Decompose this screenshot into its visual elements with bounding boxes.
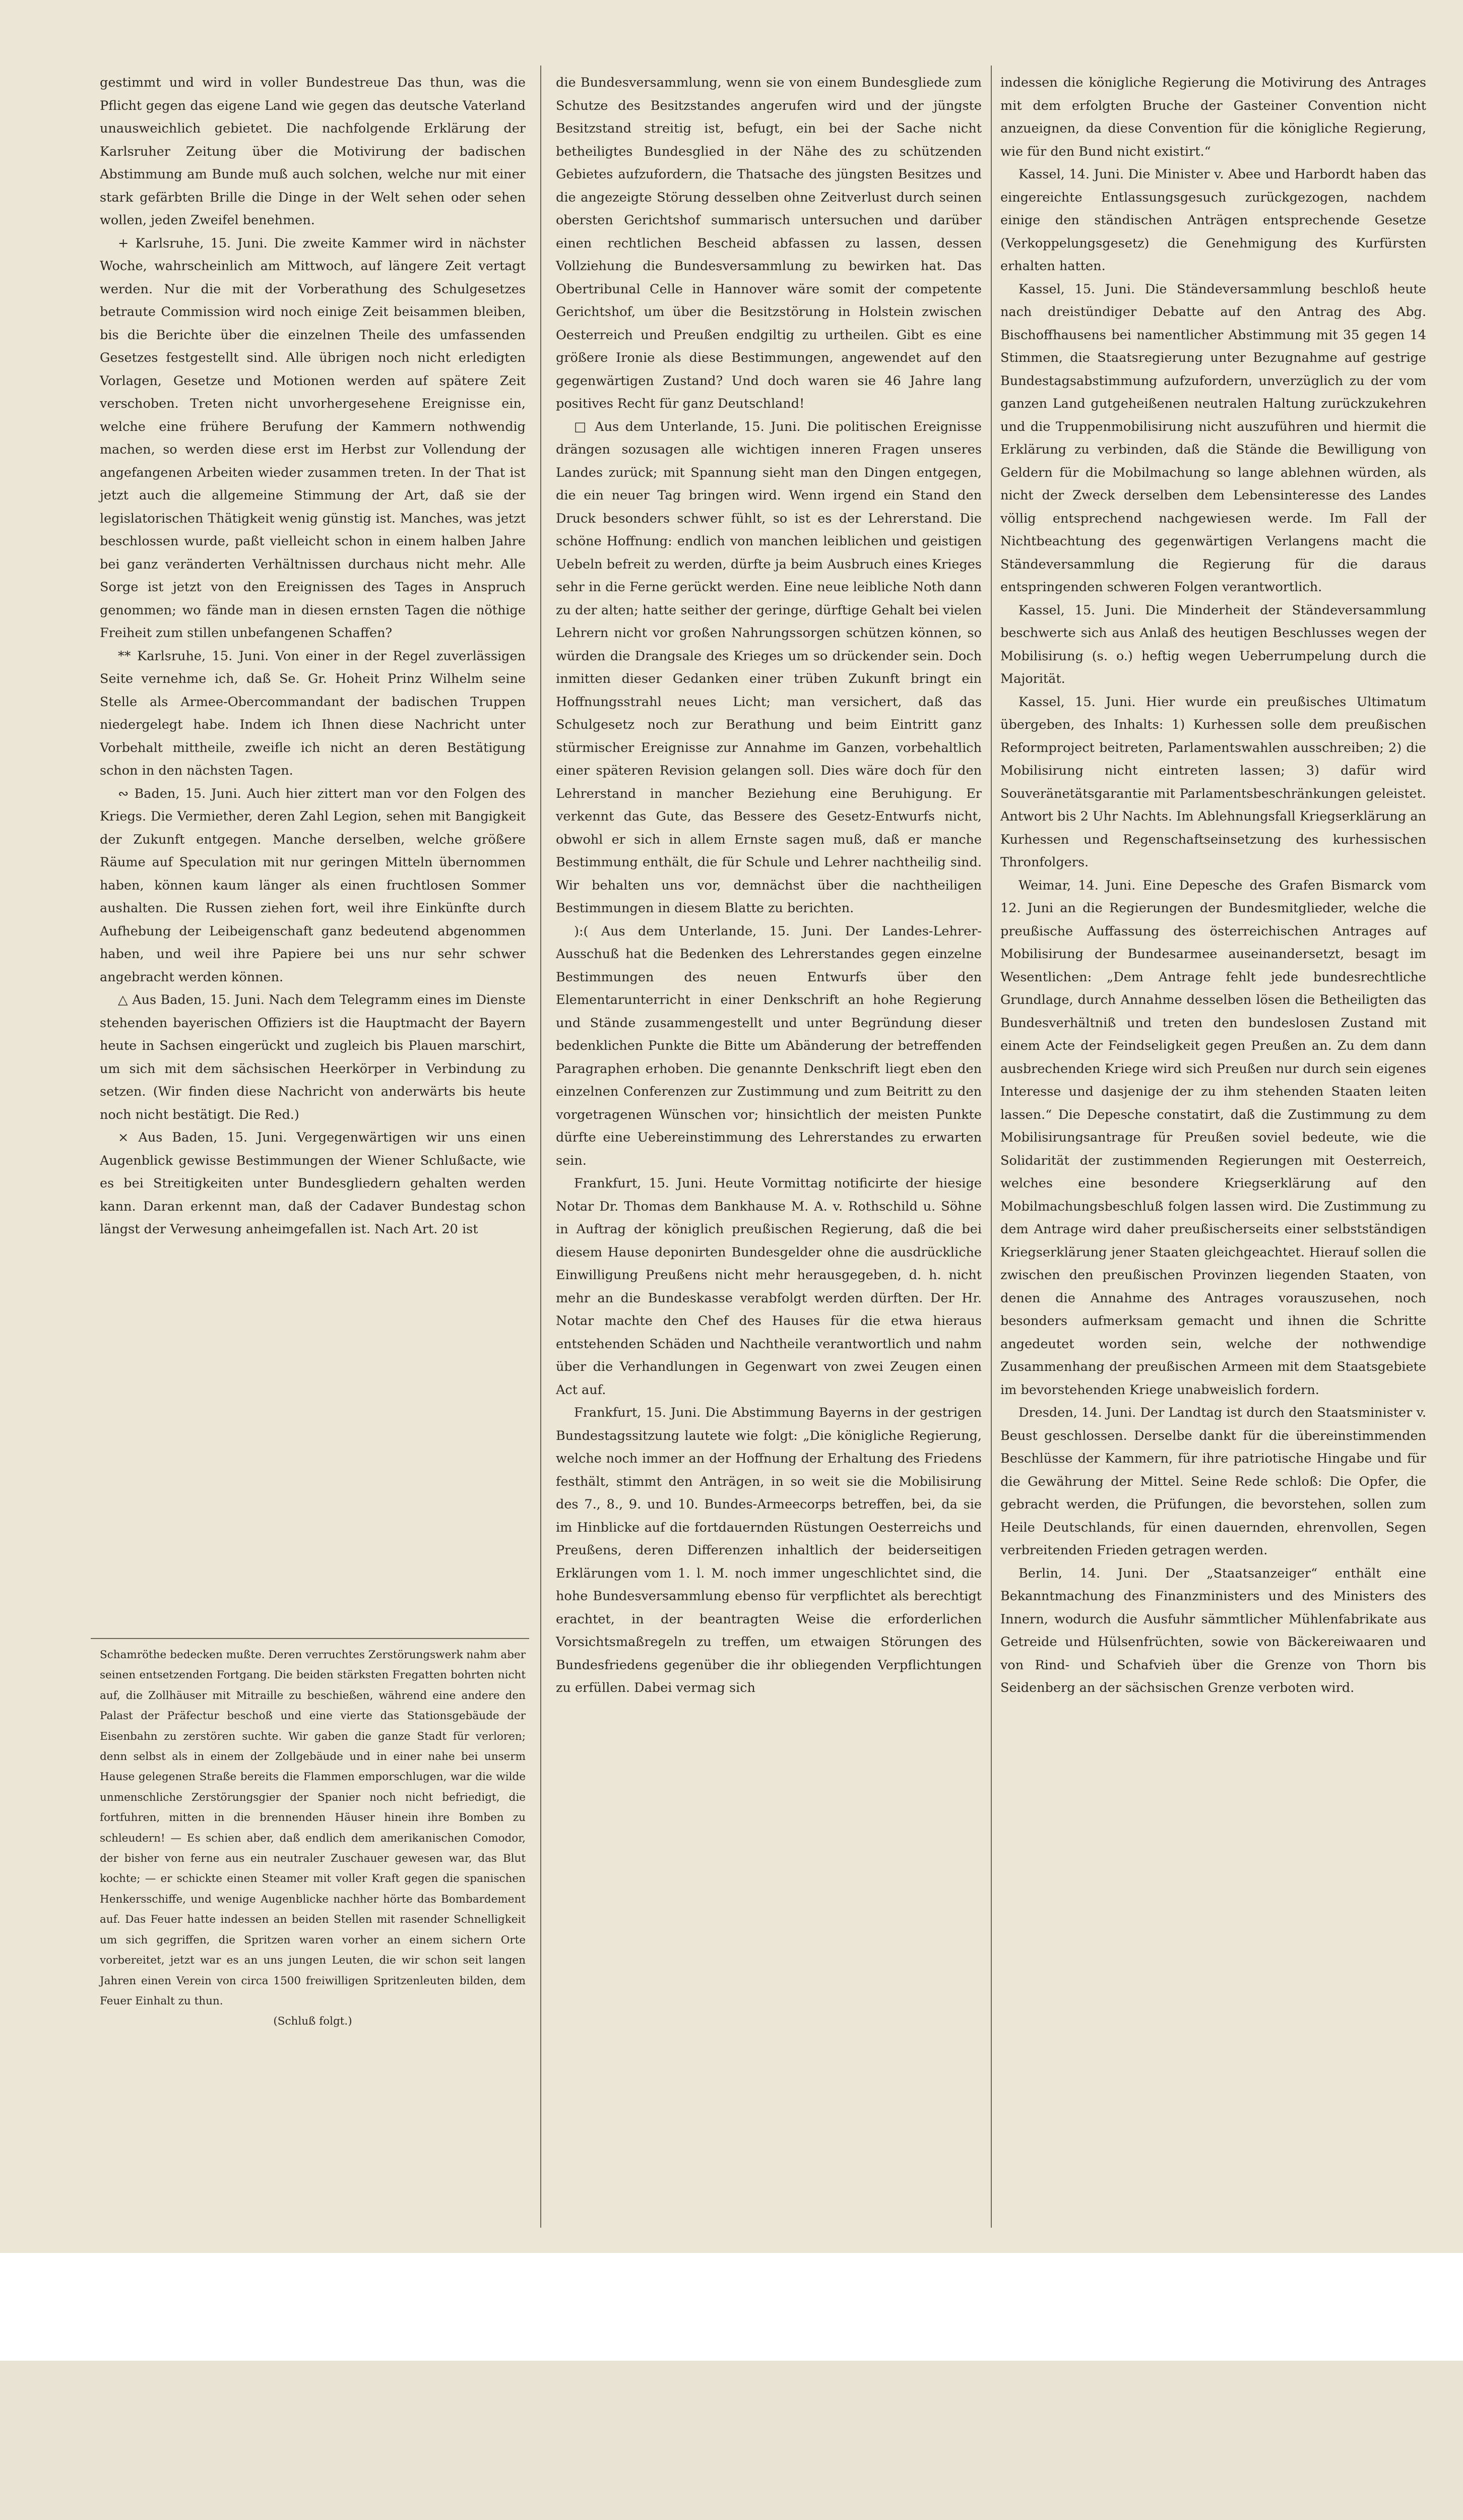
paragraph: Schamröthe bedecken mußte. Deren verruchtes Zerstörungswerk nahm aber seinen entsetzenden Fortgang. Die beiden stärksten Fregatten bohrten nicht auf, die Zollhäuser mit Mitraille zu beschießen, während eine andere den Palast der Präfectur beschoß und eine vierte das Stationsgebäude der Eisenbahn zu zerstören suchte. Wir gaben die ganze Stadt für verloren; denn selbst als in einem der Zollgebäude und in einer nahe bei unserm Hause gelegenen Straße bereits die Flammen emporschlugen, war die wilde unmenschliche Zerstörungsgier der Spanier noch nicht befriedigt, die fortfuhren, mitten in die brennenden Häuser hinein ihre Bomben zu schleudern! — Es schien aber, daß endlich dem amerikanischen Comodor, der bisher von ferne aus ein neutraler Zuschauer gewesen war, das Blut kochte; — er schickte einen Steamer mit voller Kraft gegen die spanischen Henkersschiffe, und wenige Augenblicke nachher hörte das Bombardement auf. Das Feuer hatte indessen an beiden Stellen mit rasender Schnelligkeit um sich gegriffen, die Spritzen waren vorher an einem sichern Orte vorbereitet, jetzt war es an uns jungen Leuten, die wir schon seit langen Jahren einen Verein von circa 1500 freiwilligen Spritzenleuten bilden, dem Feuer Einhalt zu thun. (100, 1649, 526, 2007)
column-3 (1000, 72, 1426, 1700)
paragraph: Kassel, 14. Juni. Die Minister v. Abee und Harbordt haben das eingereichte Entlassungsgesuch zurückgezogen, nachdem einige den ständischen Anträgen entsprechende Gesetze (Verkoppelungsgesetz) die Genehmigung des Kurfürsten erhalten hatten. (1000, 167, 1426, 274)
digitization-footer (0, 2253, 1463, 2361)
paragraph: Frankfurt, 15. Juni. Die Abstimmung Bayerns in der gestrigen Bundestagssitzung lautete wie folgt: „Die königliche Regierung, welche noch immer an der Hoffnung der Erhaltung des Friedens festhält, stimmt den Anträgen, in so weit sie die Mobilisirung des 7., 8., 9. und 10. Bundes-Armeecorps betreffen, bei, da sie im Hinblicke auf die fortdauernden Rüstungen Oesterreichs und Preußens, deren Differenzen inhaltlich der beiderseitigen Erklärungen vom 1. l. M. noch immer ungeschlichtet sind, die hohe Bundesversammlung ebenso für verpflichtet als berechtigt erachtet, in der beantragten Weise die erforderlichen Vorsichtsmaßregeln zu treffen, um etwaigen Störungen des Bundesfriedens gegenüber die ihr obliegenden Verpflichtungen zu erfüllen. Dabei vermag sich (556, 1405, 982, 1695)
column-divider (991, 66, 992, 2228)
paragraph: Berlin, 14. Juni. Der „Staatsanzeiger“ enthält eine Bekanntmachung des Finanzministers und des Ministers des Innern, wodurch die Ausfuhr sämmtlicher Mühlenfabrikate aus Getreide und Hülsenfrüchten, sowie von Bäckereiwaaren und von Rind- und Schafvieh über die Grenze von Thorn bis Seidenberg an der sächsischen Grenze verboten wird. (1000, 1565, 1426, 1695)
feuilleton-divider (91, 1638, 529, 1639)
column-divider (540, 66, 541, 2228)
paragraph: ∾ Baden, 15. Juni. Auch hier zittert man vor den Folgen des Kriegs. Die Vermiether, deren Zahl Legion, sehen mit Bangigkeit der Zukunft entgegen. Manche derselben, welche größere Räume auf Speculation mit nur geringen Mitteln übernommen haben, können kaum länger als einen fruchtlosen Sommer aushalten. Die Russen ziehen fort, weil ihre Einkünfte durch Aufhebung der Leibeigenschaft ganz bedeutend abgenommen haben, und weil ihre Papiere bei uns nur sehr schwer angebracht werden können. (100, 786, 526, 985)
paragraph: + Karlsruhe, 15. Juni. Die zweite Kammer wird in nächster Woche, wahrscheinlich am Mittwoch, auf längere Zeit vertagt werden. Nur die mit der Vorberathung des Schulgesetzes betraute Commission wird noch einige Zeit beisammen bleiben, bis die Berichte über die einzelnen Theile des umfassenden Gesetzes festgestellt sind. Alle übrigen noch nicht erledigten Vorlagen, Gesetze und Motionen werden auf spätere Zeit verschoben. Treten nicht unvorhergesehene Ereignisse ein, welche eine frühere Berufung der Kammern nothwendig machen, so werden diese erst im Herbst zur Vollendung der angefangenen Arbeiten wieder zusammen treten. In der That ist jetzt auch die allgemeine Stimmung der Art, daß sie der legislatorischen Thätigkeit wenig günstig ist. Manches, was jetzt beschlossen wurde, paßt vielleicht schon in einem halben Jahre bei ganz veränderten Verhältnissen durchaus nicht mehr. Alle Sorge ist jetzt von den Ereignissen des Tages in Anspruch genommen; wo fände man in diesen ernsten Tagen die nöthige Freiheit zum stillen unbefangenen Schaffen? (100, 235, 526, 641)
column-2 (556, 72, 982, 1700)
paragraph: Frankfurt, 15. Juni. Heute Vormittag notificirte der hiesige Notar Dr. Thomas dem Bankhause M. A. v. Rothschild u. Söhne in Auftrag der königlich preußischen Regierung, daß die bei diesem Hause deponirten Bundesgelder ohne die ausdrückliche Einwilligung Preußens nicht mehr herausgegeben, d. h. nicht mehr an die Bundeskasse verabfolgt werden dürften. Der Hr. Notar machte den Chef des Hauses für die etwa hieraus entstehenden Schäden und Nachtheile verantwortlich und nahm über die Verhandlungen in Gegenwart von zwei Zeugen einen Act auf. (556, 1176, 982, 1398)
paragraph: Kassel, 15. Juni. Hier wurde ein preußisches Ultimatum übergeben, des Inhalts: 1) Kurhessen solle dem preußischen Reformproject beitreten, Parlamentswahlen ausschreiben; 2) die Mobilisirung nicht eintreten lassen; 3) dafür wird Souveränetätsgarantie mit Parlamentsbeschränkungen geleistet. Antwort bis 2 Uhr Nachts. Im Ablehnungsfall Kriegserklärung an Kurhessen und Regenschaftseinsetzung des kurhessischen Thronfolgers. (1000, 694, 1426, 870)
continuation-note: (Schluß folgt.) (273, 2015, 352, 2028)
paragraph: ** Karlsruhe, 15. Juni. Von einer in der Regel zuverlässigen Seite vernehme ich, daß Se. Gr. Hoheit Prinz Wilhelm seine Stelle als Armee-Obercommandant der badischen Truppen niedergelegt habe. Indem ich Ihnen diese Nachricht unter Vorbehalt mittheile, zweifle ich nicht an deren Bestätigung schon in den nächsten Tagen. (100, 648, 526, 778)
column-1 (100, 72, 526, 1241)
paragraph: Weimar, 14. Juni. Eine Depesche des Grafen Bismarck vom 12. Juni an die Regierungen der Bundesmitglieder, welche die preußische Auffassung des österreichischen Antrages auf Mobilisirung der Bundesarmee auseinandersetzt, besagt im Wesentlichen: „Dem Antrage fehlt jede bundesrechtliche Grundlage, durch Annahme desselben lösen die Betheiligten das Bundesverhältniß und treten den bundeslosen Zustand mit einem Acte der Feindseligkeit gegen Preußen an. Zu dem dann ausbrechenden Kriege wird sich Preußen nur durch sein eigenes Interesse und dasjenige der zu ihm stehenden Staaten leiten lassen.“ Die Depesche constatirt, daß die Zustimmung zu dem Mobilisirungsantrage für Preußen soviel bedeute, wie die Solidarität der zustimmenden Regierungen mit Oesterreich, welches eine besondere Kriegserklärung auf den Mobilmachungsbeschluß folgen lassen wird. Die Zustimmung zu dem Antrage wird daher preußischerseits einer selbstständigen Kriegserklärung jener Staaten gleichgeachtet. Hierauf sollen die zwischen den preußischen Provinzen liegenden Staaten, von denen die Annahme des Antrages vorauszusehen, noch besonders aufmerksam gemacht und ihnen die Schritte angedeutet worden sein, welche der nothwendige Zusammenhang der preußischen Armeen mit dem Staatsgebiete im bevorstehenden Kriege unabweislich fordern. (1000, 877, 1426, 1398)
paragraph: Kassel, 15. Juni. Die Minderheit der Ständeversammlung beschwerte sich aus Anlaß des heutigen Beschlusses wegen der Mobilisirung (s. o.) heftig wegen Ueberrumpelung durch die Majorität. (1000, 602, 1426, 686)
paragraph: gestimmt und wird in voller Bundestreue Das thun, was die Pflicht gegen das eigene Land wie gegen das deutsche Vaterland unausweichlich gebietet. Die nachfolgende Erklärung der Karlsruher Zeitung über die Motivirung der badischen Abstimmung am Bunde muß auch solchen, welche nur mit einer stark gefärbten Brille die Dinge in der Welt sehen oder sehen wollen, jeden Zweifel benehmen. (100, 75, 526, 228)
paragraph: die Bundesversammlung, wenn sie von einem Bundesgliede zum Schutze des Besitzstandes angerufen wird und der jüngste Besitzstand streitig ist, befugt, ein bei der Sache nicht betheiligtes Bundesglied in der Nähe des zu schützenden Gebietes aufzufordern, die Thatsache des jüngsten Besitzes und die angezeigte Störung desselben ohne Zeitverlust durch seinen obersten Gerichtshof summarisch untersuchen und darüber einen rechtlichen Bescheid abfassen zu lassen, dessen Vollziehung die Bundesversammlung zu bewirken hat. Das Obertribunal Celle in Hannover wäre somit der competente Gerichtshof, um über die Besitzstörung in Holstein zwischen Oesterreich und Preußen endgiltig zu urtheilen. Gibt es eine größere Ironie als diese Bestimmungen, angewendet auf den gegenwärtigen Zustand? Und doch waren sie 46 Jahre lang positives Recht für ganz Deutschland! (556, 75, 982, 411)
paragraph: Dresden, 14. Juni. Der Landtag ist durch den Staatsminister v. Beust geschlossen. Derselbe dankt für die übereinstimmenden Beschlüsse der Kammern, für ihre patriotische Hingabe und für die Gewährung der Mittel. Seine Rede schloß: Die Opfer, die gebracht werden, die Prüfungen, die bevorstehen, sollen zum Heile Deutschlands, für einen dauernden, ehrenvollen, Segen verbreitenden Frieden getragen werden. (1000, 1405, 1426, 1558)
paragraph: △ Aus Baden, 15. Juni. Nach dem Telegramm eines im Dienste stehenden bayerischen Offiziers ist die Hauptmacht der Bayern heute in Sachsen eingerückt und zugleich bis Plauen marschirt, um sich mit dem sächsischen Heerkörper in Verbindung zu setzen. (Wir finden diese Nachricht von anderwärts bis heute noch nicht bestätigt. Die Red.) (100, 992, 526, 1122)
paragraph: Kassel, 15. Juni. Die Ständeversammlung beschloß heute nach dreistündiger Debatte auf den Antrag des Abg. Bischoffhausens bei namentlicher Abstimmung mit 35 gegen 14 Stimmen, die Staatsregierung unter Bezugnahme auf gestrige Bundestagsabstimmung aufzufordern, unverzüglich zu der vom ganzen Land gutgeheißenen neutralen Haltung zurückzukehren und die Truppenmobilisirung nicht auszuführen und hiermit die Erklärung zu verbinden, daß die Stände die Bewilligung von Geldern für die Mobilmachung so lange ablehnen würden, als nicht der Zweck derselben dem Lebensinteresse des Landes völlig entsprechend nachgewiesen werde. Im Fall der Nichtbeachtung des gegenwärtigen Verlangens macht die Ständeversammlung die Regierung für die daraus entspringenden schweren Folgen verantwortlich. (1000, 281, 1426, 595)
paragraph: indessen die königliche Regierung die Motivirung des Antrages mit dem erfolgten Bruche der Gasteiner Convention nicht anzueignen, da diese Convention für die königliche Regierung, wie für den Bund nicht existirt.“ (1000, 75, 1426, 159)
feuilleton-column (100, 1645, 526, 2032)
paragraph: ):( Aus dem Unterlande, 15. Juni. Der Landes-Lehrer-Ausschuß hat die Bedenken des Lehrerstandes gegen einzelne Bestimmungen des neuen Entwurfs über den Elementarunterricht in einer Denkschrift an hohe Regierung und Stände zusammengestellt und unter Begründung dieser bedenklichen Punkte die Bitte um Abänderung der betreffenden Paragraphen erhoben. Die genannte Denkschrift liegt eben den einzelnen Conferenzen zur Zustimmung und zum Beitritt zu den vorgetragenen Wünschen vor; hinsichtlich der meisten Punkte dürfte eine Uebereinstimmung des Lehrerstandes zu erwarten sein. (556, 923, 982, 1168)
paragraph: × Aus Baden, 15. Juni. Vergegenwärtigen wir uns einen Augenblick gewisse Bestimmungen der Wiener Schlußacte, wie es bei Streitigkeiten unter Bundesgliedern gehalten werden kann. Daran erkennt man, daß der Cadaver Bundestag schon längst der Verwesung anheimgefallen ist. Nach Art. 20 ist (100, 1130, 526, 1237)
paragraph: □ Aus dem Unterlande, 15. Juni. Die politischen Ereignisse drängen sozusagen alle wichtigen inneren Fragen unseres Landes zurück; mit Spannung sieht man den Dingen entgegen, die ein neuer Tag bringen wird. Wenn irgend ein Stand den Druck besonders schwer fühlt, so ist es der Lehrerstand. Die schöne Hoffnung: endlich von manchen leiblichen und geistigen Uebeln befreit zu werden, dürfte ja beim Ausbruch eines Krieges sehr in die Ferne gerückt werden. Eine neue leibliche Noth dann zu der alten; hatte seither der geringe, dürftige Gehalt bei vielen Lehrern nicht vor großen Nahrungssorgen schützen können, so würden die Drangsale des Krieges um so drückender sein. Doch inmitten dieser Gedanken einer trüben Zukunft bringt ein Hoffnungsstrahl neues Licht; man versichert, daß das Schulgesetz noch zur Berathung und beim Eintritt ganz stürmischer Ereignisse zur Annahme im Ganzen, vorbehaltlich einer späteren Revision gelangen soll. Dies wäre doch für den Lehrerstand in mancher Beziehung eine Beruhigung. Er verkennt das Gute, das Bessere des Gesetz-Entwurfs nicht, obwohl er sich in allem Ernste sagen muß, daß er manche Bestimmung enthält, die für Schule und Lehrer nachtheilig sind. Wir behalten uns vor, demnächst über die nachtheiligen Bestimmungen in diesem Blatte zu berichten. (556, 419, 982, 916)
